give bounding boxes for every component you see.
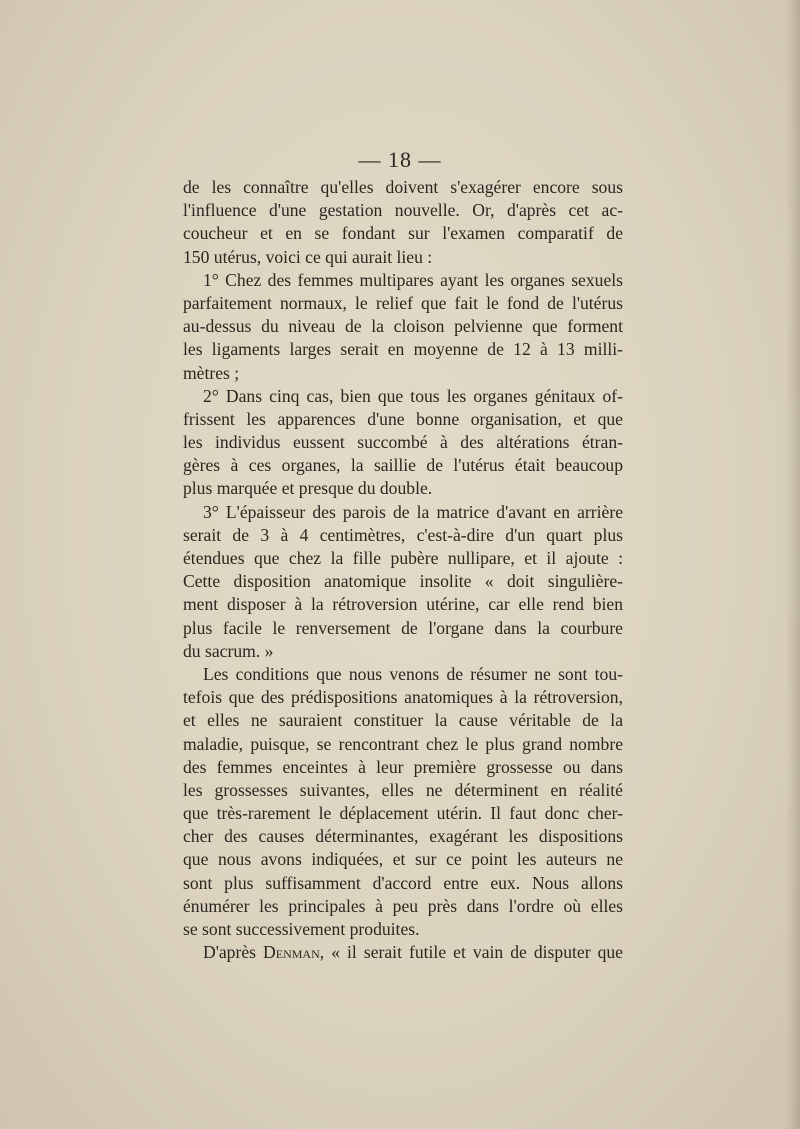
page-number: — 18 — xyxy=(358,147,442,172)
text-line: se sont successivement produites. xyxy=(183,919,420,939)
text-fragment: D'après xyxy=(203,942,264,963)
text-line: plus facile le renversement de l'organe dans la courbure xyxy=(183,617,623,638)
body-text xyxy=(183,176,623,964)
text-line: des femmes enceintes à leur première grossesse ou dans xyxy=(183,756,623,777)
text-line: plus marquée et presque du double. xyxy=(183,478,433,499)
author-name: Denman xyxy=(263,942,320,963)
text-line: cher des causes déterminantes, exagérant les dispositions xyxy=(183,826,623,847)
text-line: frissent les apparences d'une bonne organisation, et que xyxy=(183,408,623,429)
text-line: 150 utérus, voici ce qui aurait lieu : xyxy=(183,246,433,267)
text-line: les ligaments larges serait en moyenne de 12 à 13 milli- xyxy=(183,339,623,360)
text-line: que nous avons indiquées, et sur ce point les auteurs ne xyxy=(183,849,623,870)
text-line: ment disposer à la rétroversion utérine, car elle rend bien xyxy=(183,594,623,615)
text-line: et elles ne sauraient constituer la cause véritable de la xyxy=(183,710,623,731)
text-line: serait de 3 à 4 centimètres, c'est-à-dire d'un quart plus xyxy=(183,524,623,545)
text-line: coucheur et en se fondant sur l'examen comparatif de xyxy=(183,223,623,244)
text-line: maladie, puisque, se rencontrant chez le plus grand nombre xyxy=(183,733,623,754)
text-line: tefois que des prédispositions anatomiques à la rétroversion, xyxy=(183,687,623,708)
text-line: Cette disposition anatomique insolite « doit singulière- xyxy=(183,571,623,592)
text-line: Les conditions que nous venons de résumer ne sont tou- xyxy=(203,663,623,684)
text-line-final xyxy=(183,941,623,964)
text-line: étendues que chez la fille pubère nullipare, et il ajoute : xyxy=(183,548,623,568)
text-fragment: , « il serait futile et vain de disputer que xyxy=(319,942,623,963)
text-line: 1° Chez des femmes multipares ayant les organes sexuels xyxy=(203,269,623,290)
text-line: énumérer les principales à peu près dans l'ordre où elles xyxy=(183,895,623,916)
text-line: sont plus suffisamment d'accord entre eux. Nous allons xyxy=(183,872,623,893)
text-line: l'influence d'une gestation nouvelle. Or, d'après cet ac- xyxy=(183,200,623,221)
text-line: que très-rarement le déplacement utérin. Il faut donc cher- xyxy=(183,803,623,824)
text-line: les grossesses suivantes, elles ne déterminent en réalité xyxy=(183,779,623,800)
text-line: au-dessus du niveau de la cloison pelvienne que forment xyxy=(183,316,623,337)
text-line: 2° Dans cinq cas, bien que tous les organes génitaux of- xyxy=(203,385,623,406)
text-line: les individus eussent succombé à des altérations étran- xyxy=(183,432,623,453)
text-line: parfaitement normaux, le relief que fait le fond de l'utérus xyxy=(183,292,623,313)
text-line: du sacrum. » xyxy=(183,640,274,661)
text-line: mètres ; xyxy=(183,362,240,383)
text-line: de les connaître qu'elles doivent s'exagérer encore sous xyxy=(183,177,623,197)
text-line: gères à ces organes, la saillie de l'utérus était beaucoup xyxy=(183,455,623,476)
text-line: 3° L'épaisseur des parois de la matrice d'avant en arrière xyxy=(203,501,623,522)
